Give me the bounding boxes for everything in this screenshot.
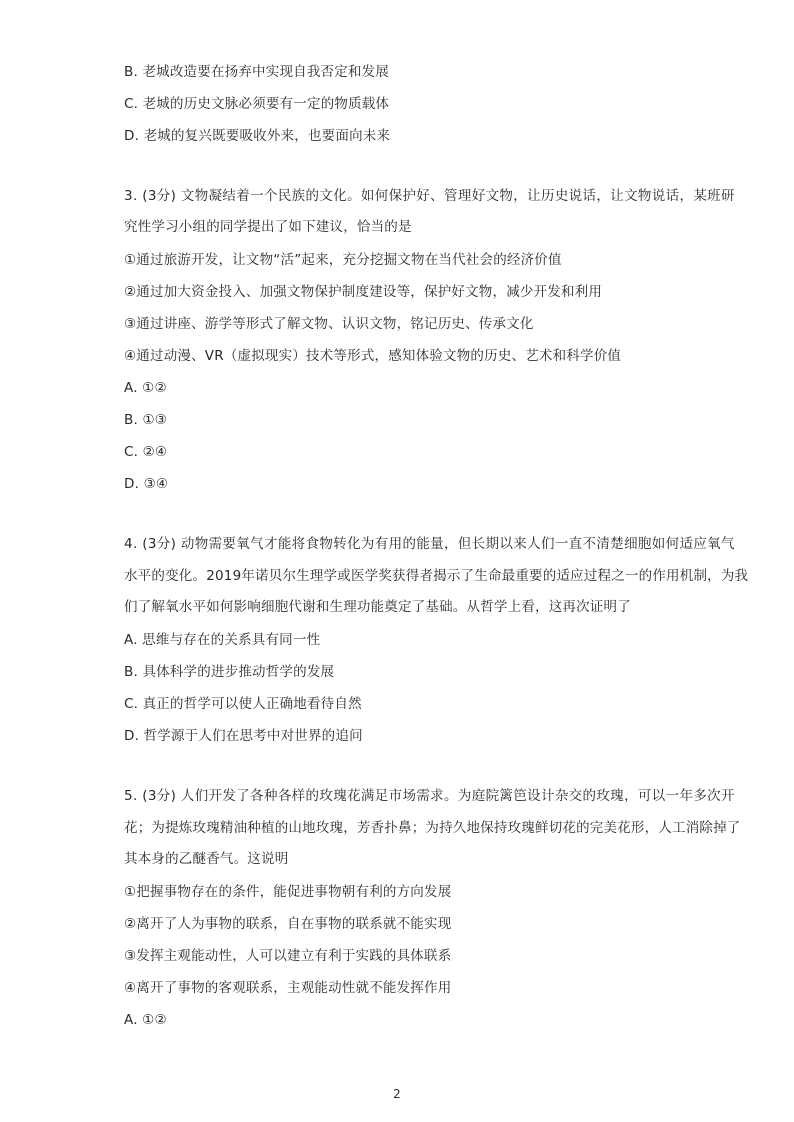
q3-option-c: C. ②④ xyxy=(124,444,168,460)
q4-option-d: D. 哲学源于人们在思考中对世界的追问 xyxy=(124,728,363,744)
q5-stem-line1: 5. (3分) 人们开发了各种各样的玫瑰花满足市场需求。为庭院篱笆设计杂交的玫瑰，可以一年多次开 xyxy=(124,788,735,804)
q5-item-2: ②离开了人为事物的联系，自在事物的联系就不能实现 xyxy=(124,916,452,932)
q5-item-3: ③发挥主观能动性，人可以建立有利于实践的具体联系 xyxy=(124,948,452,964)
q4-option-b: B. 具体科学的进步推动哲学的发展 xyxy=(124,664,335,680)
q5-stem-line3: 其本身的乙醚香气。这说明 xyxy=(124,851,289,867)
q2-option-d: D. 老城的复兴既要吸收外来，也要面向未来 xyxy=(124,128,391,144)
q4-stem-line3: 们了解氧水平如何影响细胞代谢和生理功能奠定了基础。从哲学上看，这再次证明了 xyxy=(124,599,631,615)
q4-stem-line2: 水平的变化。2019年诺贝尔生理学或医学奖获得者揭示了生命最重要的适应过程之一的作用机制，为我 xyxy=(124,568,749,584)
q3-item-1: ①通过旅游开发，让文物“活”起来，充分挖掘文物在当代社会的经济价值 xyxy=(124,252,562,268)
q5-stem-line2: 花；为提炼玫瑰精油种植的山地玫瑰，芳香扑鼻；为持久地保持玫瑰鲜切花的完美花形，人工消除掉了 xyxy=(124,820,741,836)
q3-item-3: ③通过讲座、游学等形式了解文物、认识文物，铭记历史、传承文化 xyxy=(124,316,534,332)
q3-item-4: ④通过动漫、VR（虚拟现实）技术等形式，感知体验文物的历史、艺术和科学价值 xyxy=(124,348,622,364)
q2-option-c: C. 老城的历史文脉必须要有一定的物质载体 xyxy=(124,96,390,112)
q5-option-a: A. ①② xyxy=(124,1012,167,1028)
q4-option-a: A. 思维与存在的关系具有同一性 xyxy=(124,632,321,648)
q3-stem-line1: 3. (3分) 文物凝结着一个民族的文化。如何保护好、管理好文物，让历史说话，让文物说话，某班研 xyxy=(124,188,735,204)
q5-item-1: ①把握事物存在的条件，能促进事物朝有利的方向发展 xyxy=(124,884,452,900)
q3-option-a: A. ①② xyxy=(124,380,167,396)
q4-stem-line1: 4. (3分) 动物需要氧气才能将食物转化为有用的能量，但长期以来人们一直不清楚细胞如何适应氧气 xyxy=(124,536,735,552)
page-number: 2 xyxy=(393,1087,401,1101)
q3-item-2: ②通过加大资金投入、加强文物保护制度建设等，保护好文物，减少开发和利用 xyxy=(124,284,603,300)
q3-option-b: B. ①③ xyxy=(124,412,168,428)
q5-item-4: ④离开了事物的客观联系，主观能动性就不能发挥作用 xyxy=(124,980,452,996)
q2-option-b: B. 老城改造要在扬弃中实现自我否定和发展 xyxy=(124,64,390,80)
q3-stem-line2: 究性学习小组的同学提出了如下建议，恰当的是 xyxy=(124,219,412,235)
q3-option-d: D. ③④ xyxy=(124,476,169,492)
q4-option-c: C. 真正的哲学可以使人正确地看待自然 xyxy=(124,696,362,712)
